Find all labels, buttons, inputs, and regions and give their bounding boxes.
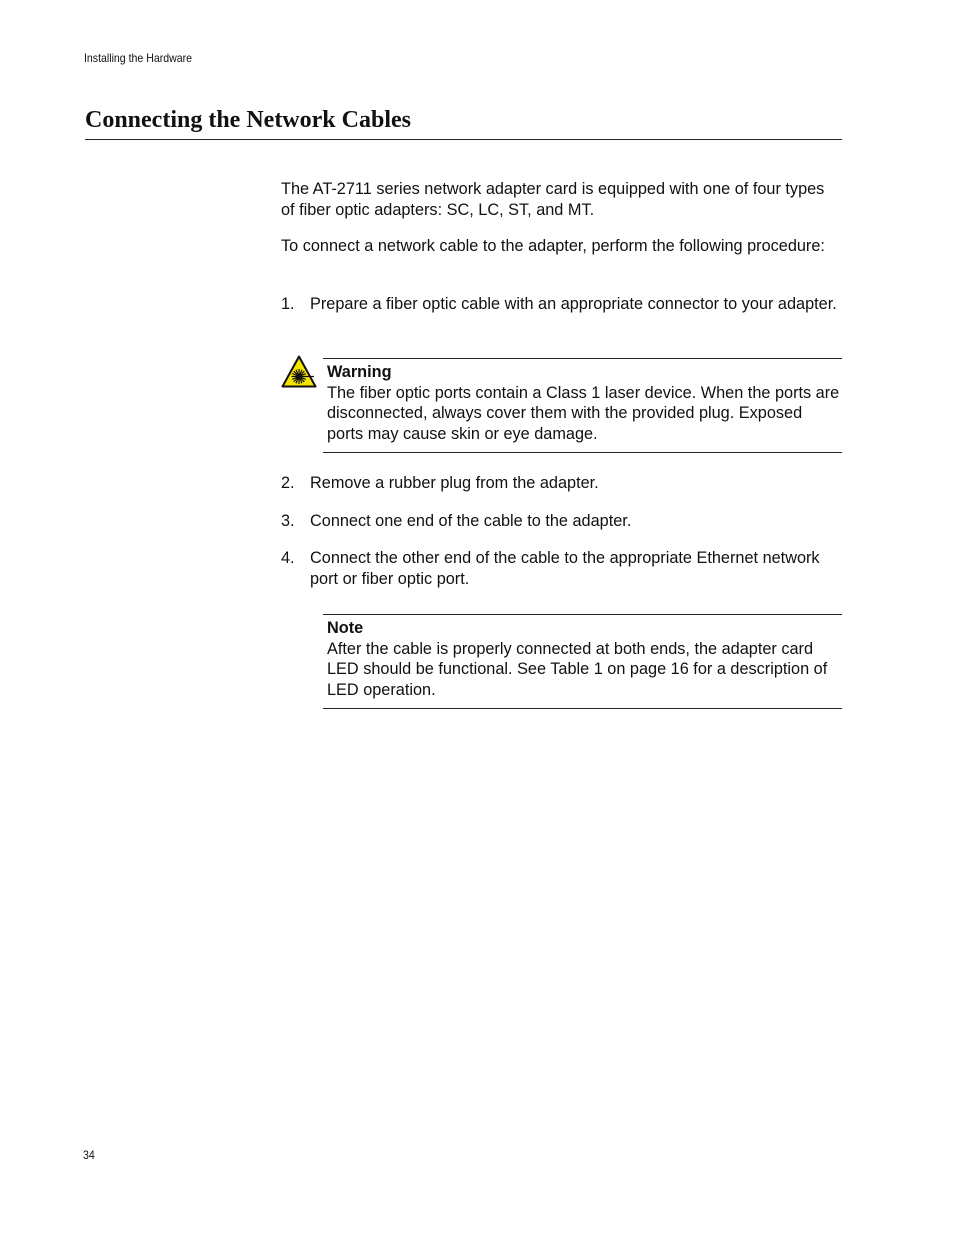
warning-callout [323, 358, 842, 453]
list-item [281, 511, 841, 532]
step-number: 1. [281, 295, 295, 313]
section-title: Connecting the Network Cables [85, 107, 411, 133]
laser-warning-icon [281, 355, 317, 388]
step-number: 2. [281, 474, 295, 492]
warning-text: The fiber optic ports contain a Class 1 laser device. When the ports are disconnected, always cover them with the provided plug. Exposed ports may cause skin or eye damage. [327, 383, 840, 443]
list-item [281, 473, 841, 494]
running-header: Installing the Hardware [84, 51, 193, 65]
procedure-paragraph: To connect a network cable to the adapter, perform the following procedure: [281, 237, 825, 255]
step-text: Prepare a fiber optic cable with an appropriate connector to your adapter. [310, 295, 837, 313]
page-number: 34 [83, 1148, 95, 1162]
step-number: 4. [281, 549, 295, 567]
warning-title: Warning [327, 363, 392, 381]
step-text: Connect the other end of the cable to the appropriate Ethernet network port or fiber optic port. [310, 549, 820, 588]
step-number: 3. [281, 512, 295, 530]
note-text: After the cable is properly connected at both ends, the adapter card LED should be functional. See Table 1 on page 16 for a description of LED operation. [327, 639, 828, 699]
note-title: Note [327, 619, 364, 637]
title-rule [85, 139, 842, 140]
intro-paragraph: The AT-2711 series network adapter card is equipped with one of four types of fiber optic adapters: SC, LC, ST, and MT. [281, 180, 825, 219]
list-item [281, 294, 841, 315]
list-item [281, 548, 841, 589]
step-text: Connect one end of the cable to the adapter. [310, 512, 632, 530]
step-text: Remove a rubber plug from the adapter. [310, 474, 599, 492]
note-callout [323, 614, 842, 709]
